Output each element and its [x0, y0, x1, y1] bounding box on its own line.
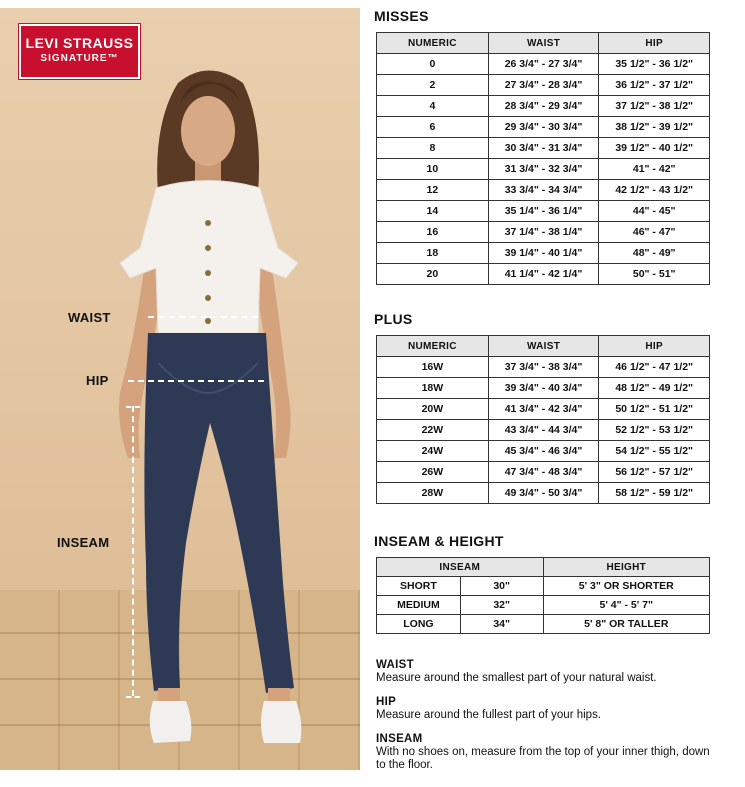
table-cell: 30 3/4" - 31 3/4" — [488, 138, 599, 159]
column-header: WAIST — [488, 33, 599, 54]
table-cell: 18W — [377, 378, 489, 399]
table-cell: 27 3/4" - 28 3/4" — [488, 75, 599, 96]
table-cell: LONG — [377, 615, 461, 634]
table-cell: 50" - 51" — [599, 264, 710, 285]
table-row — [377, 96, 710, 117]
table-row — [377, 596, 710, 615]
table-cell: 39 3/4" - 40 3/4" — [488, 378, 599, 399]
table-cell: 5' 8" OR TALLER — [543, 615, 709, 634]
table-cell: 12 — [377, 180, 489, 201]
table-cell: 5' 4" - 5' 7" — [543, 596, 709, 615]
column-header: NUMERIC — [377, 336, 489, 357]
table-cell: 18 — [377, 243, 489, 264]
table-cell: 8 — [377, 138, 489, 159]
measurement-notes — [376, 659, 736, 783]
misses-size-table — [376, 32, 710, 285]
table-cell: 20W — [377, 399, 489, 420]
table-header-row — [377, 33, 710, 54]
column-header: HIP — [599, 33, 710, 54]
table-cell: 38 1/2" - 39 1/2" — [599, 117, 710, 138]
table-cell: 35 1/2" - 36 1/2" — [599, 54, 710, 75]
table-cell: 28 3/4" - 29 3/4" — [488, 96, 599, 117]
table-row — [377, 462, 710, 483]
table-cell: 26 3/4" - 27 3/4" — [488, 54, 599, 75]
table-cell: 34" — [460, 615, 543, 634]
inseam-height-title: INSEAM & HEIGHT — [374, 533, 504, 549]
waist-label: WAIST — [68, 310, 111, 325]
table-cell: 58 1/2" - 59 1/2" — [599, 483, 710, 504]
plus-size-table — [376, 335, 710, 504]
table-cell: 24W — [377, 441, 489, 462]
table-cell: 30" — [460, 577, 543, 596]
waist-measure-line — [148, 316, 258, 318]
table-cell: 26W — [377, 462, 489, 483]
plus-title: PLUS — [374, 311, 413, 327]
brand-logo-line2: SIGNATURE™ — [40, 53, 119, 64]
note-heading-waist: WAIST — [376, 659, 414, 671]
column-header: NUMERIC — [377, 33, 489, 54]
table-cell: 14 — [377, 201, 489, 222]
table-row — [377, 357, 710, 378]
table-cell: 48" - 49" — [599, 243, 710, 264]
table-cell: 33 3/4" - 34 3/4" — [488, 180, 599, 201]
hip-measure-line — [128, 380, 264, 382]
inseam-label: INSEAM — [57, 535, 110, 550]
column-header: HEIGHT — [543, 558, 709, 577]
table-cell: 16W — [377, 357, 489, 378]
table-cell: 36 1/2" - 37 1/2" — [599, 75, 710, 96]
note-heading-inseam: INSEAM — [376, 733, 423, 745]
table-cell: 0 — [377, 54, 489, 75]
table-cell: 43 3/4" - 44 3/4" — [488, 420, 599, 441]
table-row — [377, 483, 710, 504]
table-cell: 46 1/2" - 47 1/2" — [599, 357, 710, 378]
table-cell: 20 — [377, 264, 489, 285]
table-cell: 42 1/2" - 43 1/2" — [599, 180, 710, 201]
table-cell: 6 — [377, 117, 489, 138]
column-header: WAIST — [488, 336, 599, 357]
table-row — [377, 243, 710, 264]
brand-logo-line1: LEVI STRAUSS — [25, 35, 134, 51]
table-cell: 45 3/4" - 46 3/4" — [488, 441, 599, 462]
table-row — [377, 117, 710, 138]
inseam-bottom-tick — [126, 696, 140, 698]
table-row — [377, 577, 710, 596]
table-cell: 49 3/4" - 50 3/4" — [488, 483, 599, 504]
misses-title: MISSES — [374, 8, 429, 24]
table-cell: 46" - 47" — [599, 222, 710, 243]
table-header-row — [377, 336, 710, 357]
table-header-row — [377, 558, 710, 577]
table-cell: 37 1/4" - 38 1/4" — [488, 222, 599, 243]
table-row — [377, 54, 710, 75]
table-row — [377, 159, 710, 180]
table-cell: 29 3/4" - 30 3/4" — [488, 117, 599, 138]
table-cell: 10 — [377, 159, 489, 180]
inseam-height-table — [376, 557, 710, 634]
table-cell: 50 1/2" - 51 1/2" — [599, 399, 710, 420]
table-cell: 39 1/2" - 40 1/2" — [599, 138, 710, 159]
table-cell: 54 1/2" - 55 1/2" — [599, 441, 710, 462]
table-row — [377, 180, 710, 201]
table-row — [377, 399, 710, 420]
table-row — [377, 138, 710, 159]
column-header: INSEAM — [377, 558, 544, 577]
table-cell: 4 — [377, 96, 489, 117]
table-cell: 52 1/2" - 53 1/2" — [599, 420, 710, 441]
inseam-top-tick — [126, 406, 140, 408]
table-cell: 16 — [377, 222, 489, 243]
table-row — [377, 420, 710, 441]
table-row — [377, 201, 710, 222]
table-cell: 37 1/2" - 38 1/2" — [599, 96, 710, 117]
model-figure-illustration — [98, 63, 318, 763]
table-cell: MEDIUM — [377, 596, 461, 615]
table-cell: 2 — [377, 75, 489, 96]
table-cell: 41 1/4" - 42 1/4" — [488, 264, 599, 285]
table-cell: 28W — [377, 483, 489, 504]
inseam-measure-line — [132, 406, 134, 696]
table-cell: 41 3/4" - 42 3/4" — [488, 399, 599, 420]
note-text-hip: Measure around the fullest part of your hips. — [376, 709, 602, 721]
table-cell: SHORT — [377, 577, 461, 596]
brand-logo — [19, 24, 140, 79]
note-text-waist: Measure around the smallest part of your natural waist. — [376, 672, 657, 684]
table-cell: 47 3/4" - 48 3/4" — [488, 462, 599, 483]
table-cell: 39 1/4" - 40 1/4" — [488, 243, 599, 264]
table-cell: 32" — [460, 596, 543, 615]
table-cell: 35 1/4" - 36 1/4" — [488, 201, 599, 222]
table-row — [377, 378, 710, 399]
table-row — [377, 615, 710, 634]
table-cell: 5' 3" OR SHORTER — [543, 577, 709, 596]
table-row — [377, 75, 710, 96]
table-cell: 44" - 45" — [599, 201, 710, 222]
model-photo — [0, 8, 360, 770]
table-row — [377, 441, 710, 462]
table-cell: 56 1/2" - 57 1/2" — [599, 462, 710, 483]
table-cell: 31 3/4" - 32 3/4" — [488, 159, 599, 180]
table-cell: 22W — [377, 420, 489, 441]
hip-label: HIP — [86, 373, 109, 388]
table-cell: 41" - 42" — [599, 159, 710, 180]
table-cell: 48 1/2" - 49 1/2" — [599, 378, 710, 399]
table-row — [377, 264, 710, 285]
note-heading-hip: HIP — [376, 696, 397, 708]
note-text-inseam: With no shoes on, measure from the top of your inner thigh, down to the floor. — [376, 746, 710, 771]
table-cell: 37 3/4" - 38 3/4" — [488, 357, 599, 378]
table-row — [377, 222, 710, 243]
column-header: HIP — [599, 336, 710, 357]
